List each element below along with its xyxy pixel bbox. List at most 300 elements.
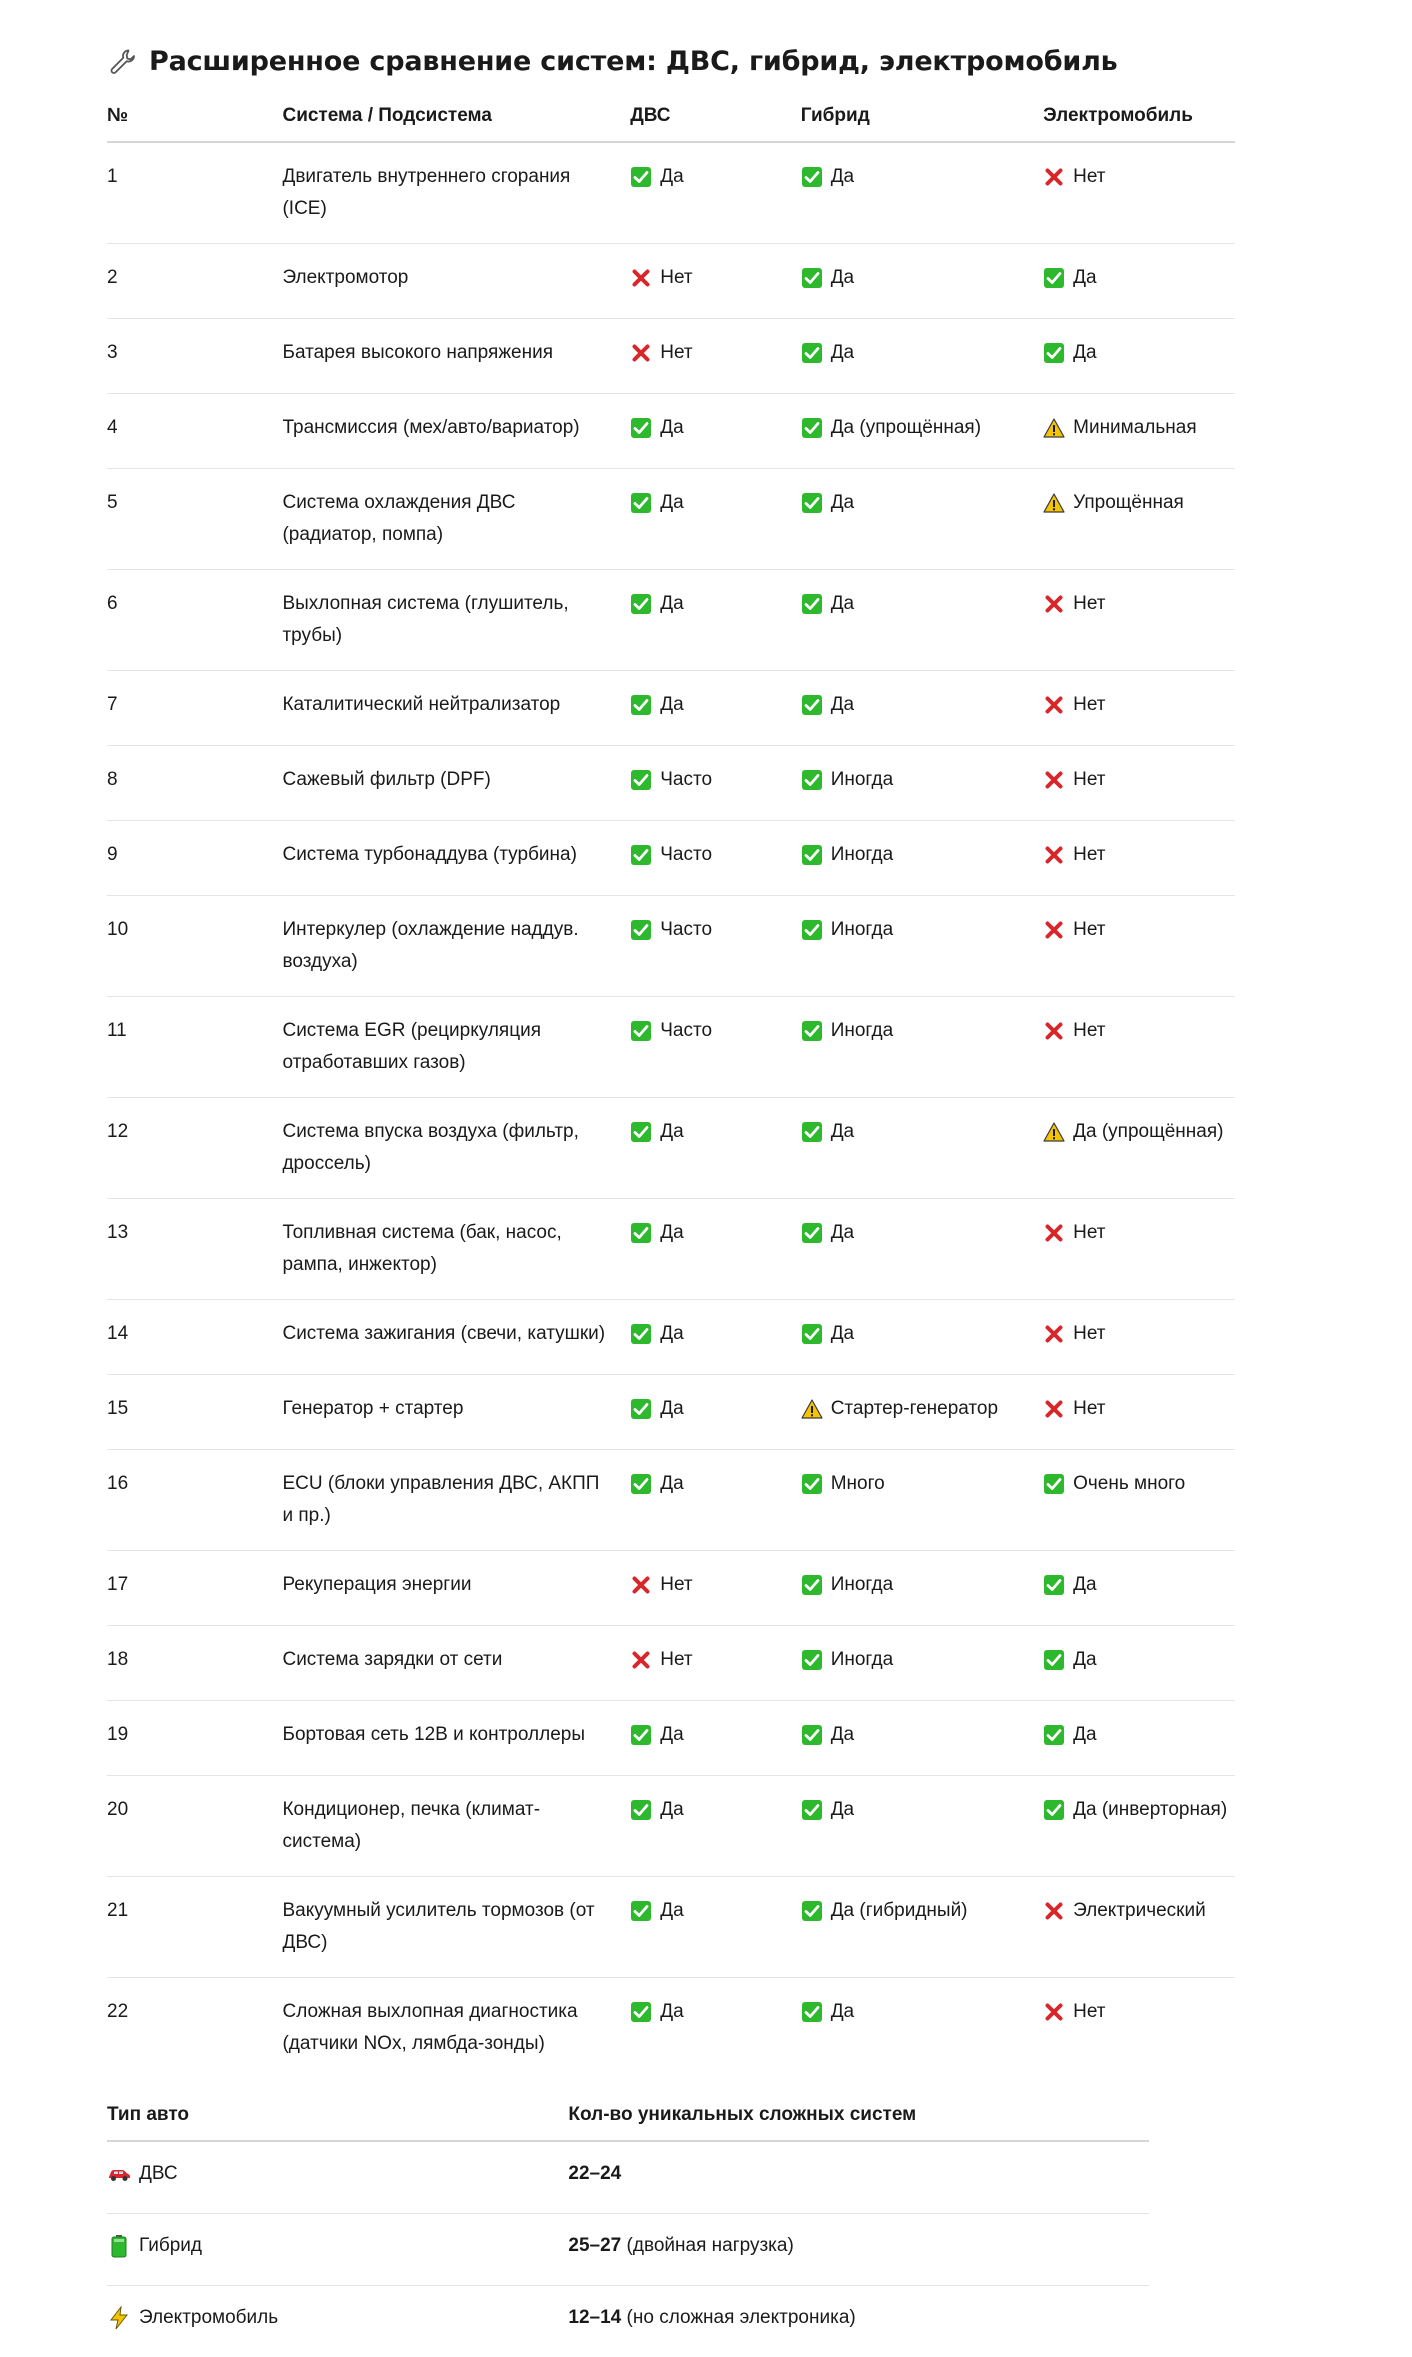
battery-icon [107, 2234, 131, 2258]
check-icon [630, 417, 652, 439]
status-text: Нет [1073, 1393, 1105, 1425]
cell-hybrid [801, 1626, 1043, 1701]
status-value [801, 412, 981, 444]
cell-ev [1043, 394, 1235, 469]
table-row [107, 1626, 1235, 1701]
cell-ev [1043, 570, 1235, 671]
cross-icon [1043, 1900, 1065, 1922]
status-value [630, 1468, 683, 1500]
cell-hybrid [801, 1098, 1043, 1199]
status-value [1043, 337, 1096, 369]
row-number: 18 [107, 1626, 282, 1701]
row-number: 11 [107, 997, 282, 1098]
status-text: Иногда [831, 1644, 893, 1676]
check-icon [801, 1473, 823, 1495]
status-text: Стартер-генератор [831, 1393, 998, 1425]
table-row [107, 1551, 1235, 1626]
row-number: 9 [107, 821, 282, 896]
header-system: Система / Подсистема [282, 103, 630, 142]
check-icon [630, 593, 652, 615]
status-value [1043, 487, 1184, 519]
status-text: Да [660, 1468, 683, 1500]
status-text: Да [660, 487, 683, 519]
row-number: 22 [107, 1978, 282, 2079]
status-text: Нет [1073, 1996, 1105, 2028]
cross-icon [1043, 694, 1065, 716]
cell-hybrid [801, 821, 1043, 896]
status-text: Да (упрощённая) [831, 412, 981, 444]
check-icon [801, 769, 823, 791]
check-icon [630, 844, 652, 866]
cell-ev [1043, 1098, 1235, 1199]
wrench-icon [107, 47, 137, 77]
status-text: Да [831, 487, 854, 519]
summary-count [568, 2141, 1149, 2214]
status-value [1043, 1318, 1105, 1350]
status-text: Да [831, 1996, 854, 2028]
status-value [630, 1644, 692, 1676]
table-row [107, 142, 1235, 244]
cell-ice [630, 1701, 800, 1776]
table-row [107, 746, 1235, 821]
row-number: 5 [107, 469, 282, 570]
check-icon [801, 2001, 823, 2023]
status-value [630, 262, 692, 294]
row-system: ECU (блоки управления ДВС, АКПП и пр.) [282, 1450, 630, 1551]
status-value [1043, 689, 1105, 721]
row-number: 13 [107, 1199, 282, 1300]
check-icon [630, 1799, 652, 1821]
status-text: Да [831, 1794, 854, 1826]
status-text: Да (инверторная) [1073, 1794, 1227, 1826]
status-value [801, 487, 854, 519]
cell-ev [1043, 1450, 1235, 1551]
check-icon [801, 417, 823, 439]
status-value [630, 1217, 683, 1249]
row-system: Сложная выхлопная диагностика (датчики NOx, лямбда-зонды) [282, 1978, 630, 2079]
cell-ice [630, 1450, 800, 1551]
check-icon [1043, 1649, 1065, 1671]
row-system: Генератор + стартер [282, 1375, 630, 1450]
status-value [801, 1318, 854, 1350]
row-number: 6 [107, 570, 282, 671]
status-value [1043, 1393, 1105, 1425]
cell-ev [1043, 1776, 1235, 1877]
summary-count-value: 25–27 [568, 2235, 621, 2256]
status-value [801, 1217, 854, 1249]
status-value [630, 1895, 683, 1927]
cell-hybrid [801, 896, 1043, 997]
check-icon [801, 1799, 823, 1821]
status-text: Да [1073, 1719, 1096, 1751]
status-text: Часто [660, 1015, 712, 1047]
summary-count [568, 2214, 1149, 2286]
status-text: Нет [1073, 1015, 1105, 1047]
status-text: Да [660, 1116, 683, 1148]
summary-row [107, 2286, 1149, 2357]
cell-ice [630, 1551, 800, 1626]
row-system: Система впуска воздуха (фильтр, дроссель) [282, 1098, 630, 1199]
row-number: 10 [107, 896, 282, 997]
check-icon [801, 694, 823, 716]
status-value [1043, 1116, 1223, 1148]
cross-icon [1043, 1020, 1065, 1042]
status-value [630, 337, 692, 369]
cell-ice [630, 319, 800, 394]
cell-ice [630, 1199, 800, 1300]
car-icon [107, 2162, 131, 2186]
status-value [630, 1393, 683, 1425]
cell-ice [630, 821, 800, 896]
status-text: Да [660, 161, 683, 193]
header-ice: ДВС [630, 103, 800, 142]
cell-ev [1043, 821, 1235, 896]
header-num: № [107, 103, 282, 142]
status-text: Да (упрощённая) [1073, 1116, 1223, 1148]
status-text: Очень много [1073, 1468, 1185, 1500]
status-value [1043, 1015, 1105, 1047]
lightning-icon [107, 2306, 131, 2330]
summary-type-label: ДВС [139, 2158, 178, 2190]
row-system: Трансмиссия (мех/авто/вариатор) [282, 394, 630, 469]
row-number: 21 [107, 1877, 282, 1978]
status-text: Электрический [1073, 1895, 1206, 1927]
status-text: Да [831, 161, 854, 193]
check-icon [630, 1473, 652, 1495]
status-text: Да [660, 1217, 683, 1249]
status-value [1043, 839, 1105, 871]
header-ev: Электромобиль [1043, 103, 1235, 142]
check-icon [1043, 1473, 1065, 1495]
summary-row [107, 2141, 1149, 2214]
status-text: Нет [1073, 1318, 1105, 1350]
cross-icon [1043, 1398, 1065, 1420]
warning-icon [1043, 1121, 1065, 1143]
check-icon [801, 166, 823, 188]
status-text: Да [831, 1719, 854, 1751]
cell-ev [1043, 1551, 1235, 1626]
status-value [1043, 588, 1105, 620]
cell-hybrid [801, 469, 1043, 570]
cell-ev [1043, 142, 1235, 244]
check-icon [801, 1900, 823, 1922]
table-row [107, 1300, 1235, 1375]
row-number: 3 [107, 319, 282, 394]
summary-type [107, 2214, 568, 2286]
row-system: Вакуумный усилитель тормозов (от ДВС) [282, 1877, 630, 1978]
table-row [107, 1375, 1235, 1450]
status-value [630, 914, 712, 946]
status-value [630, 764, 712, 796]
status-value [1043, 412, 1197, 444]
status-value [801, 1468, 885, 1500]
row-system: Электромотор [282, 244, 630, 319]
row-number: 14 [107, 1300, 282, 1375]
summary-count-value: 22–24 [568, 2163, 621, 2184]
check-icon [801, 267, 823, 289]
table-row [107, 1098, 1235, 1199]
status-text: Нет [660, 262, 692, 294]
row-system: Бортовая сеть 12В и контроллеры [282, 1701, 630, 1776]
cross-icon [1043, 2001, 1065, 2023]
cell-ice [630, 244, 800, 319]
table-row [107, 1978, 1235, 2079]
status-text: Да [660, 1895, 683, 1927]
cell-hybrid [801, 142, 1043, 244]
check-icon [630, 1398, 652, 1420]
cell-ice [630, 142, 800, 244]
check-icon [630, 1121, 652, 1143]
cell-ev [1043, 671, 1235, 746]
summary-type-label: Гибрид [139, 2230, 202, 2262]
status-value [630, 1996, 683, 2028]
summary-count-note: (двойная нагрузка) [621, 2235, 794, 2256]
status-value [801, 1719, 854, 1751]
status-value [630, 1569, 692, 1601]
status-value [1043, 262, 1096, 294]
row-number: 8 [107, 746, 282, 821]
row-system: Топливная система (бак, насос, рампа, инжектор) [282, 1199, 630, 1300]
summary-type [107, 2141, 568, 2214]
cell-ev [1043, 1626, 1235, 1701]
check-icon [801, 844, 823, 866]
status-text: Часто [660, 839, 712, 871]
summary-body [107, 2141, 1149, 2357]
status-value [1043, 1569, 1096, 1601]
header-hybrid: Гибрид [801, 103, 1043, 142]
cell-ice [630, 1300, 800, 1375]
row-system: Кондиционер, печка (климат-система) [282, 1776, 630, 1877]
cross-icon [630, 1574, 652, 1596]
cell-ev [1043, 244, 1235, 319]
table-row [107, 821, 1235, 896]
cell-hybrid [801, 244, 1043, 319]
cell-hybrid [801, 394, 1043, 469]
status-text: Иногда [831, 1015, 893, 1047]
cell-hybrid [801, 746, 1043, 821]
status-value [801, 1644, 893, 1676]
table-row [107, 1199, 1235, 1300]
cell-ice [630, 1877, 800, 1978]
cell-ev [1043, 319, 1235, 394]
status-value [630, 1116, 683, 1148]
status-text: Минимальная [1073, 412, 1197, 444]
status-value [1043, 1468, 1185, 1500]
row-system: Двигатель внутреннего сгорания (ICE) [282, 142, 630, 244]
cell-ice [630, 469, 800, 570]
check-icon [801, 1121, 823, 1143]
status-text: Иногда [831, 914, 893, 946]
cell-ice [630, 896, 800, 997]
status-value [630, 1318, 683, 1350]
summary-count-note: (но сложная электроника) [621, 2307, 855, 2328]
check-icon [801, 1323, 823, 1345]
cell-ev [1043, 1300, 1235, 1375]
check-icon [1043, 267, 1065, 289]
page-title-text: Расширенное сравнение систем: ДВС, гибрид, электромобиль [149, 46, 1118, 77]
table-row [107, 1701, 1235, 1776]
row-number: 2 [107, 244, 282, 319]
check-icon [630, 1724, 652, 1746]
row-number: 19 [107, 1701, 282, 1776]
cell-ev [1043, 1701, 1235, 1776]
status-value [801, 1393, 998, 1425]
status-value [630, 1794, 683, 1826]
status-value [630, 839, 712, 871]
row-system: Система охлаждения ДВС (радиатор, помпа) [282, 469, 630, 570]
warning-icon [801, 1398, 823, 1420]
row-system: Рекуперация энергии [282, 1551, 630, 1626]
cell-ice [630, 570, 800, 671]
check-icon [630, 166, 652, 188]
cell-ev [1043, 469, 1235, 570]
status-value [801, 1116, 854, 1148]
cell-ev [1043, 1877, 1235, 1978]
table-body [107, 142, 1235, 2078]
status-value [1043, 1794, 1227, 1826]
table-header-row [107, 103, 1235, 142]
cell-hybrid [801, 671, 1043, 746]
row-number: 16 [107, 1450, 282, 1551]
status-value [801, 1569, 893, 1601]
status-text: Да [660, 412, 683, 444]
status-value [801, 588, 854, 620]
status-text: Часто [660, 914, 712, 946]
warning-icon [1043, 492, 1065, 514]
status-text: Да [831, 689, 854, 721]
cross-icon [1043, 593, 1065, 615]
status-value [630, 487, 683, 519]
row-number: 17 [107, 1551, 282, 1626]
check-icon [801, 1222, 823, 1244]
table-row [107, 1877, 1235, 1978]
row-system: Выхлопная система (глушитель, трубы) [282, 570, 630, 671]
status-text: Часто [660, 764, 712, 796]
status-text: Да [660, 1393, 683, 1425]
cell-ev [1043, 997, 1235, 1098]
cross-icon [1043, 844, 1065, 866]
summary-count [568, 2286, 1149, 2357]
cell-ice [630, 1098, 800, 1199]
cell-ice [630, 997, 800, 1098]
check-icon [630, 694, 652, 716]
status-text: Да [1073, 262, 1096, 294]
cell-ice [630, 671, 800, 746]
table-row [107, 469, 1235, 570]
cell-hybrid [801, 319, 1043, 394]
check-icon [630, 1900, 652, 1922]
status-text: Да [660, 588, 683, 620]
cross-icon [1043, 1222, 1065, 1244]
cell-ice [630, 394, 800, 469]
status-value [801, 1996, 854, 2028]
status-text: Нет [1073, 764, 1105, 796]
cell-ev [1043, 1375, 1235, 1450]
status-value [630, 588, 683, 620]
check-icon [630, 1323, 652, 1345]
status-text: Да [660, 1719, 683, 1751]
check-icon [630, 769, 652, 791]
status-text: Нет [1073, 588, 1105, 620]
cell-ev [1043, 1978, 1235, 2079]
status-value [801, 914, 893, 946]
summary-count-value: 12–14 [568, 2307, 621, 2328]
status-text: Нет [1073, 161, 1105, 193]
row-system: Каталитический нейтрализатор [282, 671, 630, 746]
status-text: Иногда [831, 1569, 893, 1601]
table-row [107, 1450, 1235, 1551]
cross-icon [630, 1649, 652, 1671]
row-number: 12 [107, 1098, 282, 1199]
status-text: Да [831, 1116, 854, 1148]
cell-ev [1043, 896, 1235, 997]
row-number: 7 [107, 671, 282, 746]
status-text: Иногда [831, 839, 893, 871]
row-system: Сажевый фильтр (DPF) [282, 746, 630, 821]
status-text: Да [831, 1217, 854, 1249]
row-system: Система зарядки от сети [282, 1626, 630, 1701]
cell-ice [630, 1626, 800, 1701]
row-number: 20 [107, 1776, 282, 1877]
status-text: Да [831, 262, 854, 294]
check-icon [801, 1649, 823, 1671]
status-value [630, 1015, 712, 1047]
check-icon [1043, 1574, 1065, 1596]
status-value [1043, 161, 1105, 193]
summary-row [107, 2214, 1149, 2286]
status-text: Нет [660, 1569, 692, 1601]
check-icon [630, 2001, 652, 2023]
table-row [107, 319, 1235, 394]
status-text: Да [831, 588, 854, 620]
status-value [801, 1895, 968, 1927]
warning-icon [1043, 417, 1065, 439]
cell-hybrid [801, 997, 1043, 1098]
page-title [107, 46, 1412, 77]
status-text: Нет [1073, 1217, 1105, 1249]
check-icon [630, 492, 652, 514]
status-value [630, 161, 683, 193]
status-text: Да [1073, 1644, 1096, 1676]
cell-ice [630, 746, 800, 821]
status-text: Много [831, 1468, 885, 1500]
check-icon [1043, 342, 1065, 364]
cell-hybrid [801, 1776, 1043, 1877]
cell-hybrid [801, 570, 1043, 671]
status-value [1043, 1719, 1096, 1751]
row-system: Система EGR (рециркуляция отработавших газов) [282, 997, 630, 1098]
cell-hybrid [801, 1450, 1043, 1551]
status-text: Да (гибридный) [831, 1895, 968, 1927]
status-value [630, 689, 683, 721]
cross-icon [1043, 166, 1065, 188]
cross-icon [1043, 1323, 1065, 1345]
cell-hybrid [801, 1877, 1043, 1978]
status-text: Нет [1073, 914, 1105, 946]
check-icon [801, 492, 823, 514]
status-value [801, 262, 854, 294]
status-text: Да [660, 1794, 683, 1826]
status-text: Да [660, 1318, 683, 1350]
summary-type-label: Электромобиль [139, 2302, 278, 2334]
summary-table [107, 2104, 1149, 2357]
cross-icon [630, 267, 652, 289]
status-text: Да [831, 337, 854, 369]
cell-ice [630, 1375, 800, 1450]
check-icon [1043, 1799, 1065, 1821]
status-value [801, 764, 893, 796]
status-value [801, 161, 854, 193]
